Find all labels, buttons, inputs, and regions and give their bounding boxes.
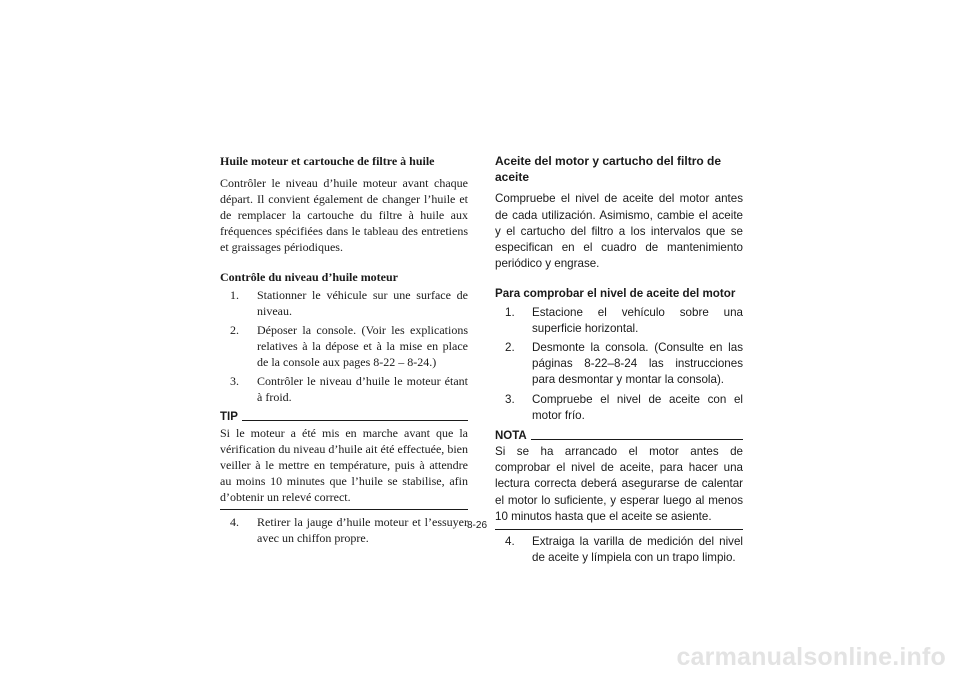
step-number: 2. xyxy=(505,341,515,355)
nota-end-rule xyxy=(495,529,743,530)
list-item xyxy=(505,534,743,566)
step-text: Extraiga la varilla de medición del nivel de aceite y límpiela con un trapo limpio. xyxy=(532,535,743,565)
list-item xyxy=(230,373,468,405)
page-number: 8-26 xyxy=(467,520,488,531)
step-text: Contrôler le niveau d’huile le moteur étant à froid. xyxy=(257,374,468,404)
section-heading: Huile moteur et cartouche de filtre à huile xyxy=(220,154,435,168)
step-text: Compruebe el nivel de aceite con el motor frío. xyxy=(532,392,743,422)
step-number: 3. xyxy=(505,392,515,406)
subsection-heading: Contrôle du niveau d’huile moteur xyxy=(220,270,399,284)
steps-list-continued xyxy=(495,534,743,566)
step-number: 4. xyxy=(230,515,239,529)
nota-rule xyxy=(531,439,743,440)
list-item xyxy=(505,340,743,389)
steps-list-continued xyxy=(220,514,468,546)
steps-list xyxy=(495,305,743,424)
step-text: Desmonte la consola. (Consulte en las páginas 8-22–8-24 las instrucciones para desmontar y montar la consola). xyxy=(532,341,743,387)
list-item xyxy=(230,322,468,370)
list-item xyxy=(230,514,468,546)
tip-header xyxy=(220,411,468,423)
nota-box xyxy=(495,430,743,530)
section-heading: Aceite del motor y cartucho del filtro de aceite xyxy=(495,154,722,185)
list-item xyxy=(505,392,743,424)
subsection-heading: Para comprobar el nivel de aceite del motor xyxy=(495,287,736,301)
step-text: Déposer la console. (Voir les explications relatives à la dépose et à la mise en place de la console aux pages 8-22 – 8-24.) xyxy=(257,323,468,369)
tip-label: TIP xyxy=(220,411,238,423)
spanish-column xyxy=(495,153,743,569)
step-number: 2. xyxy=(230,323,239,337)
steps-list xyxy=(220,287,468,405)
nota-header xyxy=(495,430,743,442)
step-text: Stationner le véhicule sur une surface de niveau. xyxy=(257,288,468,318)
nota-label: NOTA xyxy=(495,430,527,443)
step-number: 1. xyxy=(505,305,515,319)
tip-rule xyxy=(242,420,468,421)
french-column xyxy=(220,153,468,549)
step-text: Retirer la jauge d’huile moteur et l’essuyer avec un chiffon propre. xyxy=(257,515,468,545)
tip-end-rule xyxy=(220,509,468,510)
nota-text: Si se ha arrancado el motor antes de comprobar el nivel de aceite, para hacer una lectura correcta deberá asegurarse de calentar el motor lo suficiente, y esperar luego al menos 10 minutos hasta que el aceite se asiente. xyxy=(495,445,743,523)
step-text: Estacione el vehículo sobre una superficie horizontal. xyxy=(532,305,743,335)
step-number: 1. xyxy=(230,288,239,302)
list-item xyxy=(230,287,468,319)
intro-paragraph: Compruebe el nivel de aceite del motor antes de cada utilización. Asimismo, cambie el aceite y el cartucho del filtro a los intervalos que se especifican en el cuadro de mantenimiento periódico y engrase. xyxy=(495,192,743,271)
tip-text: Si le moteur a été mis en marche avant que la vérification du niveau d’huile ait été effectuée, bien veiller à le mettre en température, puis à attendre au moins 10 minutes que l’huile se stabilise, afin d’obtenir un relevé correct. xyxy=(220,426,468,504)
intro-paragraph: Contrôler le niveau d’huile moteur avant chaque départ. Il convient également de changer l’huile et de remplacer la cartouche du filtre à huile aux fréquences spécifiées dans le tableau des entretiens et graissages périodiques. xyxy=(220,176,468,254)
step-number: 3. xyxy=(230,374,239,388)
step-number: 4. xyxy=(505,535,515,549)
tip-box xyxy=(220,411,468,510)
watermark: carmanualsonline.info xyxy=(676,643,946,671)
list-item xyxy=(505,305,743,337)
